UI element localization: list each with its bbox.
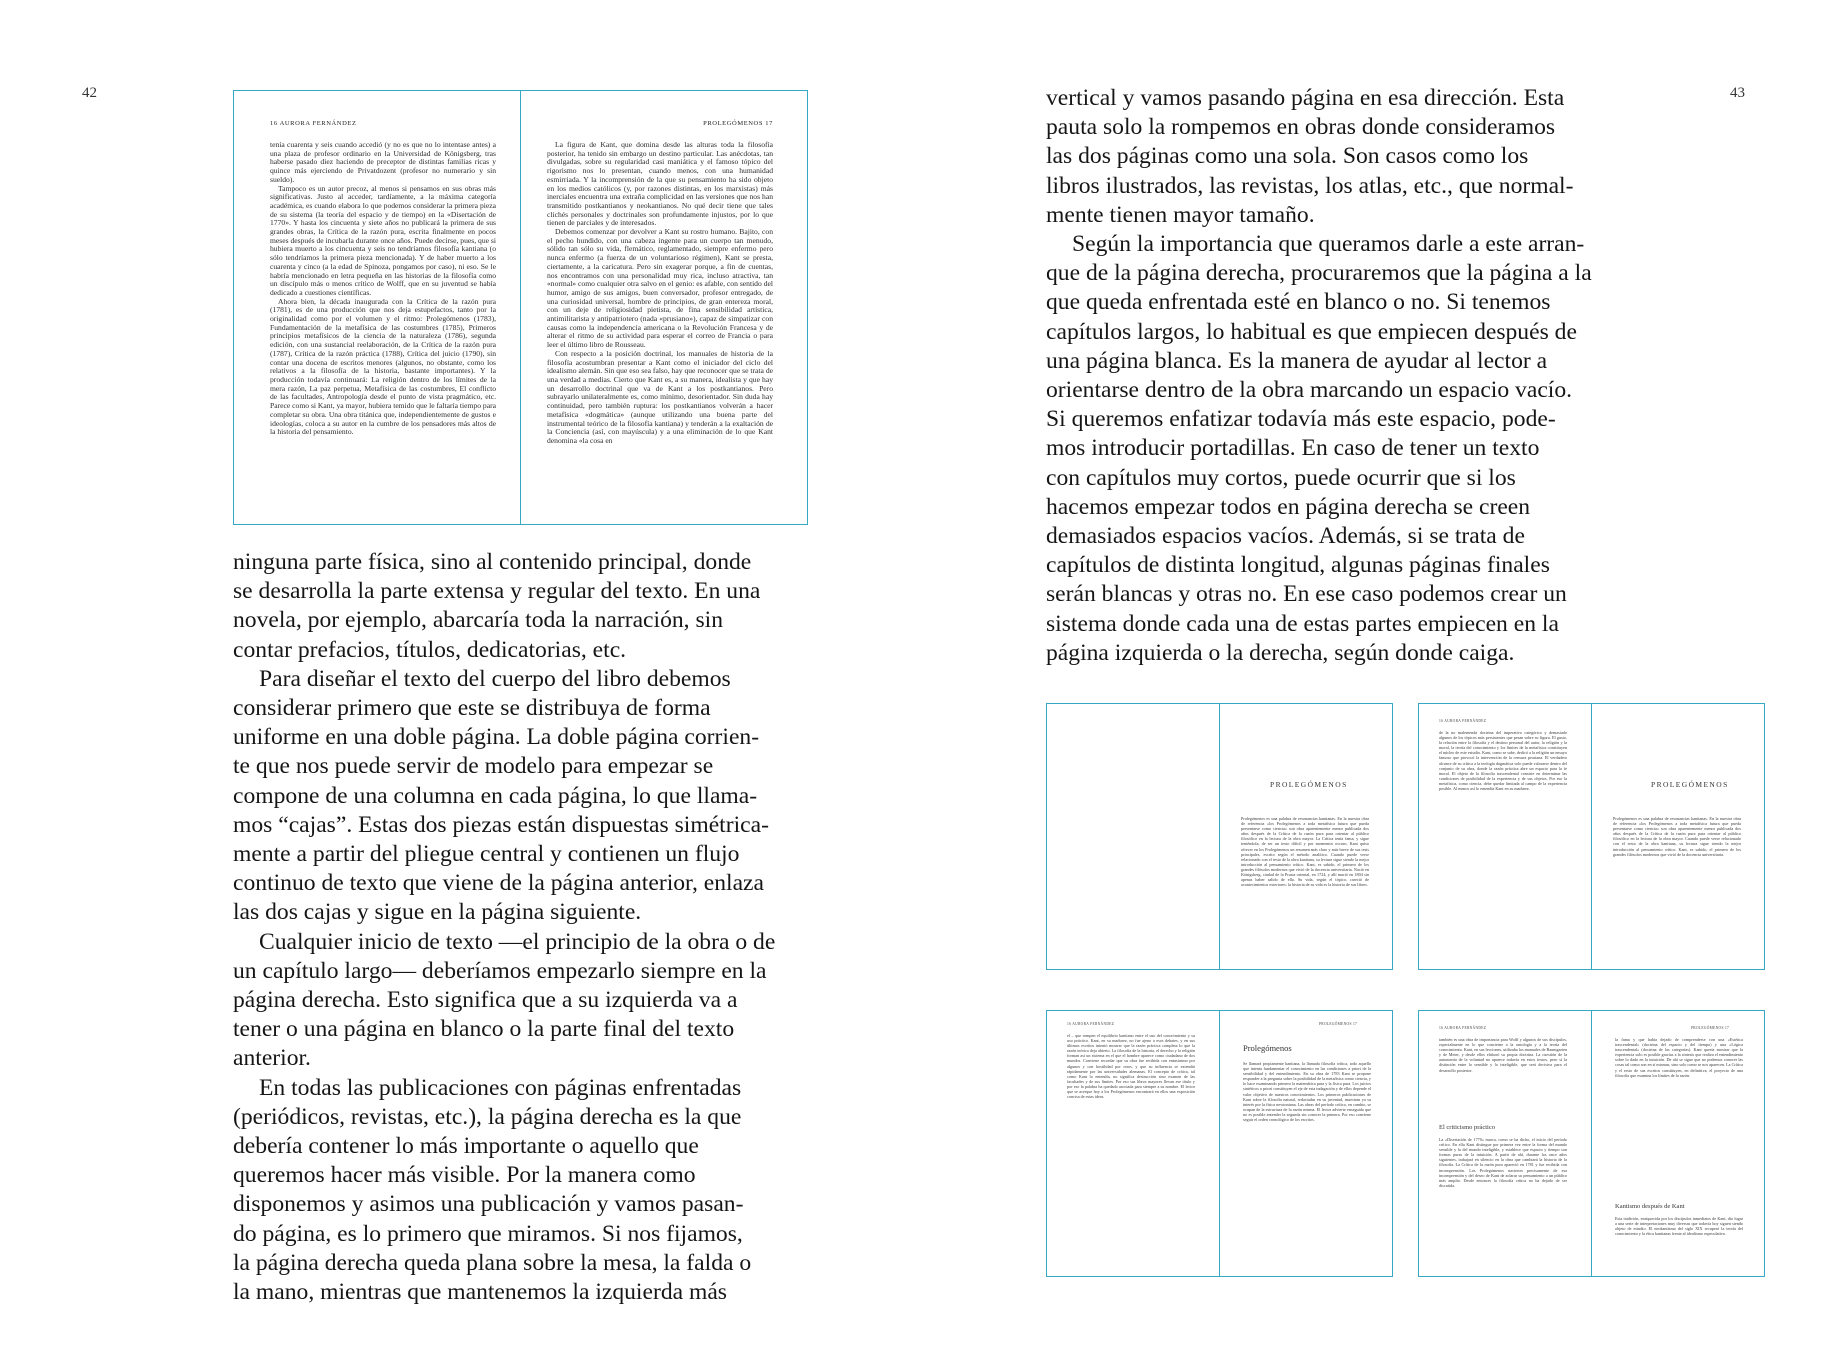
- text-line: las dos cajas y sigue en la página siguiente.: [233, 899, 642, 926]
- spread-left-paragraph: tenía cuarenta y seis cuando accedió (y no es que no lo intentase antes) a una plaza de profesor ordinario en la Universidad de Königsberg, tras haberse pasado diez haciendo de preceptor de distintas familias ricas y quince más ejerciendo de Privatdozent (profesor no numerario y sin sueldo).: [270, 141, 496, 184]
- text-line: capítulos de distinta longitud, algunas páginas finales: [1046, 552, 1550, 579]
- text-line: En todas las publicaciones con páginas enfrentadas: [259, 1074, 742, 1101]
- thumbnail-fold: [1591, 1011, 1592, 1276]
- text-line: contar prefacios, títulos, dedicatorias, etc.: [233, 636, 627, 663]
- thumbnail-subheading: El criticismo práctico: [1439, 1124, 1495, 1131]
- thumbnail-left-text: el – que rompen el equilibrio kantiano entre el uso del conocimiento y su uso práctico. Kant, en su madurez, no fue ajeno a esos debates, y en sus últimos escritos intentó mostrar que la razón práctica completa lo que la razón teórica deja abierto. La filosofía de la historia, el derecho y la religión forman así un sistema en el que el hombre aparece como ciudadano de dos mundos. Conviene recordar que su obra fue recibida con entusiasmo por algunos y con hostilidad por otros, y que su influencia se extendió rápidamente por las universidades alemanas. El concepto de crítica, tal como Kant lo entendía, no significa destrucción sino examen de las facultades y de sus límites. Por eso sus libros mayores llevan ese título y por eso la palabra ha quedado asociada para siempre a su nombre. El lector que se acerque hoy a los Prolegómenos encontrará en ellos una exposición concisa de estas ideas.: [1067, 1033, 1195, 1100]
- text-line: (periódicos, revistas, etc.), la página derecha es la que: [233, 1103, 742, 1130]
- double-page-spread-illustration: [233, 90, 808, 525]
- thumbnail-right-text: Esta tradición, enriquecida por los discípulos inmediatos de Kant, dio lugar a una serie de interpretaciones muy diversas que todavía hoy siguen siendo objeto de estudio. El neokantismo del siglo XIX recuperó la teoría del conocimiento y la ética kantianas frente al idealismo especulativo.: [1615, 1216, 1743, 1237]
- running-head-left: 16 AURORA FERNÁNDEZ: [270, 120, 357, 127]
- text-line: página derecha. Esto significa que a su izquierda va a: [233, 987, 738, 1014]
- thumbnail-running-head-left: 16 AURORA FERNÁNDEZ: [1067, 1022, 1115, 1026]
- thumbnail-text-with-subheadings: [1418, 1010, 1765, 1277]
- left-page-body: [233, 548, 775, 1307]
- text-line: Para diseñar el texto del cuerpo del libro debemos: [259, 665, 731, 692]
- spread-right-text: [547, 141, 773, 501]
- text-line: Si queremos enfatizar todavía más este espacio, pode-: [1046, 406, 1556, 433]
- text-line: mos “cajas”. Estas dos piezas están dispuestas simétrica-: [233, 811, 769, 838]
- text-line: debería contener lo más importante o aquello que: [233, 1133, 699, 1160]
- text-line: capítulos largos, lo habitual es que empiecen después de: [1046, 318, 1577, 345]
- thumbnail-running-head-left: 16 AURORA FERNÁNDEZ: [1439, 719, 1487, 723]
- text-line: compone de una columna en cada página, lo que llama-: [233, 782, 758, 809]
- spread-left-paragraph: Ahora bien, la década inaugurada con la Crítica de la razón pura (1781), es de una producción que nos deja estupefactos, tanto por la originalidad como por el volumen y el ritmo: Prolegómenos (1783), Fundamentación de la metafísica de las costumbres (1785), Primeros principios metafísicos de la ciencia de la naturaleza (1786), segunda edición, con una sustancial reelaboración, de la Crítica de la razón pura (1787), Crítica de la razón práctica (1788), Crítica del juicio (1790), sin contar una docena de escritos menores (algunos, no obstante, como los relativos a la filosofía de la historia, bastante importantes). Y la producción todavía continuará: La religión dentro de los límites de la mera razón, La paz perpetua, Metafísica de las costumbres, El conflicto de las facultades, Antropología desde el punto de vista pragmático, etc. Parece como si Kant, ya mayor, hubiera temido que le faltaría tiempo para completar su obra. Una obra titánica que, independientemente de gustos e ideologías, coloca a su autor en la cumbre de los pensadores más altos de la historia del pensamiento.: [270, 296, 496, 437]
- text-line: serán blancas y otras no. En ese caso podemos crear un: [1046, 581, 1567, 608]
- text-line: las dos páginas como una sola. Son casos como los: [1046, 143, 1529, 170]
- thumbnail-left-text: La «Disertación de 1770» marca, como se ha dicho, el inicio del período crítico. En ella Kant distingue por primera vez entre la forma del mundo sensible y la del mundo inteligible, y establece que espacio y tiempo son formas puras de la intuición. A partir de ahí, durante los once años siguientes, trabajará en silencio en la obra que cambiará la historia de la filosofía. La Crítica de la razón pura apareció en 1781 y fue recibida con incomprensión. Los Prolegómenos nacieron precisamente de esa incomprensión y del deseo de Kant de aclarar su pensamiento a un público más amplio. Desde entonces la filosofía crítica no ha dejado de ser discutida.: [1439, 1137, 1567, 1188]
- text-line: orientarse dentro de la obra marcando un espacio vacío.: [1046, 377, 1573, 404]
- thumbnail-right-text: la fama y que había dejado de comprenderse con una «Estética trascendental» (doctrina del espacio y del tiempo) y una «Lógica trascendental» (doctrina de las categorías). Kant quería mostrar que la experiencia solo es posible gracias a la síntesis que realiza el entendimiento sobre lo dado en la intuición. De ahí se sigue que no podemos conocer las cosas tal como son en sí mismas, sino solo como se nos aparecen. La Crítica y el resto de sus escritos constituyen, en definitiva, el proyecto de una filosofía que examina los límites de la razón.: [1615, 1037, 1743, 1078]
- text-line: que queda enfrentada esté en blanco o no. Si tenemos: [1046, 289, 1551, 316]
- text-line: libros ilustrados, las revistas, los atlas, etc., que normal-: [1046, 172, 1574, 199]
- thumbnail-left-text: de la no malentenda doctrina del imperativo categórico y demasiado algunos de los tópicos más persistentes que pesan sobre su figura. El gusto, la relación entre la filosofía y el destino personal del autor, la religión y la moral, la teoría del conocimiento y los límites de la metafísica constituyen el núcleo de este estudio. Kant, como se sabe, dedicó a la religión un ensayo famoso que provocó la intervención de la censura prusiana. El verdadero alcance de su crítica a la teología dogmática solo puede valorarse dentro del conjunto de su obra, donde la razón práctica abre un espacio para la fe moral. El objeto de la filosofía trascendental consiste en determinar las condiciones de posibilidad de la experiencia y de sus objetos. Por eso la metafísica, como ciencia, debe quedar limitada al campo de la experiencia posible. Al menos así lo entendía Kant en su madurez.: [1439, 730, 1567, 792]
- text-line: queremos hacer más visible. Por la manera como: [233, 1162, 696, 1189]
- text-line: mos introducir portadillas. En caso de tener un texto: [1046, 435, 1540, 462]
- thumbnail-right-text: Se llamará propiamente kantiana, la llamada filosofía crítica, todo aquello que intenta fundamentar el conocimiento en las condiciones a priori de la sensibilidad y del entendimiento. En su obra de 1783 Kant se propone responder a la pregunta sobre la posibilidad de la metafísica como ciencia, y lo hace examinando primero la matemática pura y la física pura. Los juicios sintéticos a priori constituyen el eje de esta indagación y de ellos depende el valor objetivo de nuestros conocimientos. Los primeros publicaciones de Kant sobre la filosofía natural, redactadas en su juventud, muestran ya su interés por la física newtoniana. Las obras del período crítico, en cambio, se ocupan de la estructura de la razón misma. El lector advierte enseguida que no es posible entender la segunda sin conocer la primera. Por eso conviene seguir el orden cronológico de los escritos.: [1243, 1061, 1371, 1123]
- text-line: que de la página derecha, procuraremos que la página a la: [1046, 260, 1592, 287]
- text-line: con capítulos muy cortos, puede ocurrir que si los: [1046, 464, 1516, 491]
- text-line: novela, por ejemplo, abarcaría toda la narración, sin: [233, 607, 724, 634]
- spread-left-page: [234, 91, 520, 524]
- text-line: continuo de texto que viene de la página anterior, enlaza: [233, 870, 764, 897]
- text-line: uniforme en una doble página. La doble página corrien-: [233, 724, 760, 751]
- text-line: hacemos empezar todos en página derecha se creen: [1046, 493, 1531, 520]
- running-head-right: PROLEGÓMENOS 17: [703, 120, 773, 127]
- right-page-body: [1046, 84, 1592, 668]
- text-line: Cualquier inicio de texto —el principio de la obra o de: [259, 928, 776, 955]
- thumbnail-section-heading: Prolegómenos: [1243, 1043, 1292, 1053]
- thumbnail-fold: [1591, 704, 1592, 969]
- thumbnail-left-text: también es una obra de importancia para Wolff y algunos de sus discípulos, especialmente en lo que concierne a la ontología y a la teoría del conocimiento. Kant, en sus lecciones, utilizaba los manuales de Baumgarten y de Meier, y desde ellos elaboró su propia doctrina. La cuestión de la autonomía de la voluntad no aparece todavía en estos textos, pero sí la distinción entre lo sensible y lo inteligible, que será decisiva para el desarrollo posterior.: [1439, 1037, 1567, 1073]
- spread-right-paragraph: Con respecto a la posición doctrinal, los manuales de historia de la filosofía acostumbran presentar a Kant como el iniciador del ciclo del idealismo alemán. Sin que eso sea falso, hay que reconocer que se trata de una verdad a medias. Cierto que Kant es, a su manera, idealista y que hay un desarrollo doctrinal que va de Kant a los postkantianos. Pero subrayarlo unilateralmente es, como mínimo, desorientador. Sin duda hay continuidad, pero también ruptura: los postkantianos volverán a hacer metafísica «dogmática» (aunque utilizando una buena parte del instrumental teórico de la filosofía kantiana) y tenderán a la exaltación de la Conciencia (así, con mayúscula) y a una eliminación de lo que Kant denomina «la cosa en: [547, 348, 773, 445]
- text-line: sistema donde cada una de estas partes empiecen en la: [1046, 610, 1559, 637]
- thumbnail-running-head-right: PROLEGÓMENOS 17: [1691, 1026, 1730, 1030]
- text-line: una página blanca. Es la manera de ayudar al lector a: [1046, 347, 1548, 374]
- thumbnail-fold: [1219, 704, 1220, 969]
- text-line: un capítulo largo— deberíamos empezarlo siempre en la: [233, 957, 767, 984]
- spread-right-paragraph: La figura de Kant, que domina desde las alturas toda la filosofía posterior, ha tenido sin embargo un destino particular. Las anécdotas, tan divulgadas, sobre su regularidad casi maniática y el famoso tópico del rigorismo nos lo presentan, cuando menos, con una humanidad esmirriada. Y la incomprensión de la que su pensamiento ha sido objeto en los medios católicos (y, por razones distintas, en los marxistas) más inerciales encuentra una extraña complicidad en las versiones que nos han transmitido postkantianos y neokantianos. No qué decir tiene que tales clichés personales y doctrinales son profundamente injustos, por lo que tienen de parciales y de interesados.: [547, 141, 773, 228]
- spread-right-paragraph: Debemos comenzar por devolver a Kant su rostro humano. Bajito, con el pecho hundido, con una cabeza ingente para un cuerpo tan menudo, sólido tan sólo su vida, flemático, reglamentado, siempre enfermo pero nunca enfermo (a fuerza de un voluntarioso régimen), Kant se presta, ciertamente, a la caricatura. Pero sin exagerar porque, a fin de cuentas, nos encontramos con una personalidad muy rica, incluso atractiva, tan «normal» como cualquier otra salvo en el genio: es afable, con sentido del humor, amigo de sus amigos, buen conversador, profesor entregado, de una curiosidad universal, hombre de principios, de gran entereza moral, con un deje de religiosidad pietista, de fina sensibilidad artística, antimilitarista y antipatriotero (nada «prusiano»), capaz de simpatizar con causas como la independencia americana o la Revolución Francesa y de alterar el ritmo de su actividad para esperar el correo de Francia o para leer el último libro de Rousseau.: [547, 227, 773, 350]
- spread-right-page: [521, 91, 807, 524]
- thumbnail-text-both-with-heading: [1046, 1010, 1393, 1277]
- page-number-right: 43: [1730, 85, 1745, 101]
- thumbnail-chapter-title: PROLEGÓMENOS: [1651, 780, 1729, 789]
- text-line: página izquierda o la derecha, según donde caiga.: [1046, 639, 1515, 666]
- text-line: ninguna parte física, sino al contenido principal, donde: [233, 549, 752, 575]
- text-line: tener o una página en blanco o la parte final del texto: [233, 1016, 735, 1043]
- thumbnail-fold: [1219, 1011, 1220, 1276]
- page-number-left: 42: [82, 85, 97, 101]
- spread-left-text: [270, 141, 496, 501]
- text-line: te que nos puede servir de modelo para empezar se: [233, 753, 714, 780]
- text-line: do página, es lo primero que miramos. Si nos fijamos,: [233, 1220, 743, 1247]
- text-line: disponemos y asimos una publicación y vamos pasan-: [233, 1191, 744, 1218]
- text-line: considerar primero que este se distribuya de forma: [233, 695, 711, 722]
- text-line: se desarrolla la parte extensa y regular del texto. En una: [233, 578, 761, 605]
- text-line: mente tienen mayor tamaño.: [1046, 201, 1315, 228]
- spread-left-paragraph: Tampoco es un autor precoz, al menos si pensamos en sus obras más significativas. Justo al acceder, tardíamente, a la máxima categoría académica, es cuando elabora lo que podemos considerar la primera pieza de su sistema (la teoría del espacio y de tiempo) en la «Disertación de 1770». Y hasta los cincuenta y siete años no publicará la primera de sus grandes obras, la Crítica de la razón pura, escrita finalmente en pocos meses después de incubarla durante once años. Puede decirse, pues, que si hubiera muerto a los cincuenta y seis no tendríamos filosofía kantiana (o sólo tendríamos la primera pieza mencionada). Y de haber muerto a los cuarenta y cinco (a la edad de Spinoza, pongamos por caso), ni eso. Se le habría mencionado en letra pequeña en las historias de la filosofía como un discípulo más o menos crítico de Wolff, que en su juventud se había dedicado a cuestiones científicas.: [270, 183, 496, 297]
- thumbnail-running-head-left: 16 AURORA FERNÁNDEZ: [1439, 1026, 1487, 1030]
- thumbnail-text-left-title-right: [1418, 703, 1765, 970]
- thumbnail-chapter-title: PROLEGÓMENOS: [1270, 780, 1348, 789]
- text-line: pauta solo la rompemos en obras donde consideramos: [1046, 114, 1556, 141]
- text-line: la página derecha queda plana sobre la mesa, la falda o: [233, 1249, 752, 1276]
- thumbnail-running-head-right: PROLEGÓMENOS 17: [1319, 1022, 1358, 1026]
- thumbnail-blank-left-title-right: [1046, 703, 1393, 970]
- text-line: vertical y vamos pasando página en esa dirección. Esta: [1046, 85, 1565, 111]
- text-line: demasiados espacios vacíos. Además, si se trata de: [1046, 523, 1525, 550]
- text-line: anterior.: [233, 1045, 311, 1072]
- text-line: Según la importancia que queramos darle a este arran-: [1072, 231, 1585, 258]
- text-line: la mano, mientras que mantenemos la izquierda más: [233, 1279, 727, 1306]
- text-line: mente a partir del pliegue central y contienen un flujo: [233, 841, 740, 868]
- thumbnail-right-text: Prolegómenos es una palabra de resonancias kantianas. En la nuestra obra de referencia «los Prolegómenos a toda metafísica futura que pueda presentarse como ciencia» son obra aparentemente menor publicada dos años después de la Crítica de la razón pura para orientar al público filosófico en la lectura de la obra mayor. La Crítica tenía fama, y sigue teniéndola, de ser un texto difícil y por momentos oscuro; Kant quiso ofrecer en los Prolegómenos un resumen más claro y más breve de sus tesis principales, escrito según el método analítico. Cuando puede verse relacionado con el resto de la obra kantiana, su lectura sigue siendo la mejor introducción al pensamiento crítico. Kant, es sabido, el primero de los grandes filósofos modernos que vivió de la docencia universitaria. Nació en Königsberg, ciudad de la Prusia oriental, en 1724, y allí murió en 1804 sin apenas haber salido de ella. Su vida, según el tópico, careció de acontecimientos exteriores: la historia de su vida es la historia de sus libros.: [1241, 816, 1369, 888]
- thumbnail-right-text: Prolegómenos es una palabra de resonancias kantianas. En la nuestra obra de referencia «los Prolegómenos a toda metafísica futura que pueda presentarse como ciencia» son obra aparentemente menor publicada dos años después de la Crítica de la razón pura para orientar al público filosófico en la lectura de la obra mayor. Cuando puede verse relacionado con el resto de la obra kantiana, su lectura sigue siendo la mejor introducción al pensamiento crítico. Kant, es sabido, el primero de los grandes filósofos modernos que vivió de la docencia universitaria.: [1613, 816, 1741, 857]
- thumbnail-subheading: Kantismo después de Kant: [1615, 1203, 1685, 1210]
